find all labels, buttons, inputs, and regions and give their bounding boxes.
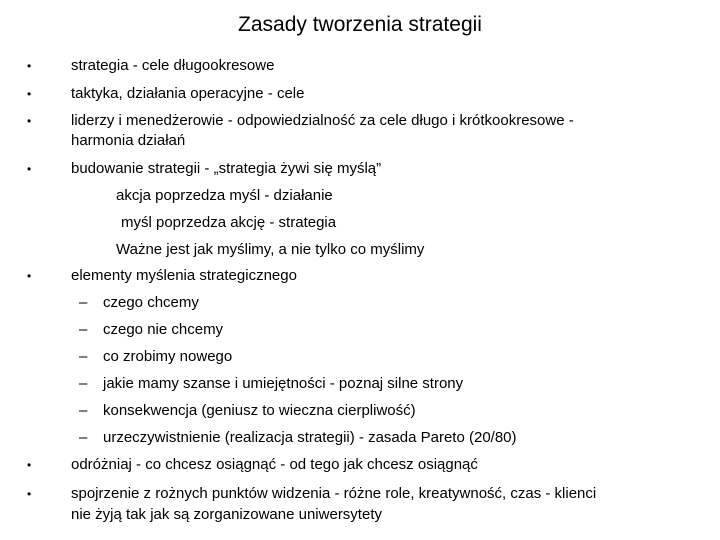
bullet-icon: • bbox=[27, 269, 32, 283]
dash-icon: – bbox=[79, 375, 88, 392]
slide-title: Zasady tworzenia strategii bbox=[238, 13, 482, 36]
bullet-icon: • bbox=[27, 59, 32, 73]
bullet-text-continuation: harmonia działań bbox=[71, 132, 186, 149]
bullet-icon: • bbox=[27, 487, 32, 501]
dash-icon: – bbox=[79, 294, 88, 311]
bullet-text: spojrzenie z rożnych punktów widzenia - różne role, kreatywność, czas - klienci bbox=[71, 485, 597, 502]
sub-item-text: konsekwencja (geniusz to wieczna cierpliwość) bbox=[103, 402, 416, 419]
bullet-text: liderzy i menedżerowie - odpowiedzialność za cele długo i krótkookresowe - bbox=[71, 112, 574, 129]
bullet-text: odróżniaj - co chcesz osiągnąć - od tego jak chcesz osiągnąć bbox=[71, 456, 478, 473]
bullet-icon: • bbox=[27, 162, 32, 176]
bullet-icon: • bbox=[27, 114, 32, 128]
sub-item-text: czego nie chcemy bbox=[103, 321, 224, 338]
sub-item-text: jakie mamy szanse i umiejętności - poznaj silne strony bbox=[103, 375, 464, 392]
dash-icon: – bbox=[79, 402, 88, 419]
bullet-text-continuation: nie żyją tak jak są zorganizowane uniwersytety bbox=[71, 506, 382, 523]
bullet-icon: • bbox=[27, 458, 32, 472]
sub-item-text: co zrobimy nowego bbox=[103, 348, 233, 365]
bullet-text: taktyka, działania operacyjne - cele bbox=[71, 85, 305, 102]
bullet-icon: • bbox=[27, 87, 32, 101]
sub-item-text: urzeczywistnienie (realizacja strategii) - zasada Pareto (20/80) bbox=[103, 429, 517, 446]
dash-icon: – bbox=[79, 321, 88, 338]
bullet-text: strategia - cele długookresowe bbox=[71, 57, 275, 74]
sub-item-text: czego chcemy bbox=[103, 294, 199, 311]
dash-icon: – bbox=[79, 429, 88, 446]
bullet-text: elementy myślenia strategicznego bbox=[71, 267, 297, 284]
dash-icon: – bbox=[79, 348, 88, 365]
bullet-text: budowanie strategii - „strategia żywi się myślą” bbox=[71, 160, 382, 177]
indented-line: Ważne jest jak myślimy, a nie tylko co myślimy bbox=[116, 241, 425, 258]
indented-line: akcja poprzedza myśl - działanie bbox=[116, 187, 333, 204]
indented-line: myśl poprzedza akcję - strategia bbox=[121, 214, 337, 231]
